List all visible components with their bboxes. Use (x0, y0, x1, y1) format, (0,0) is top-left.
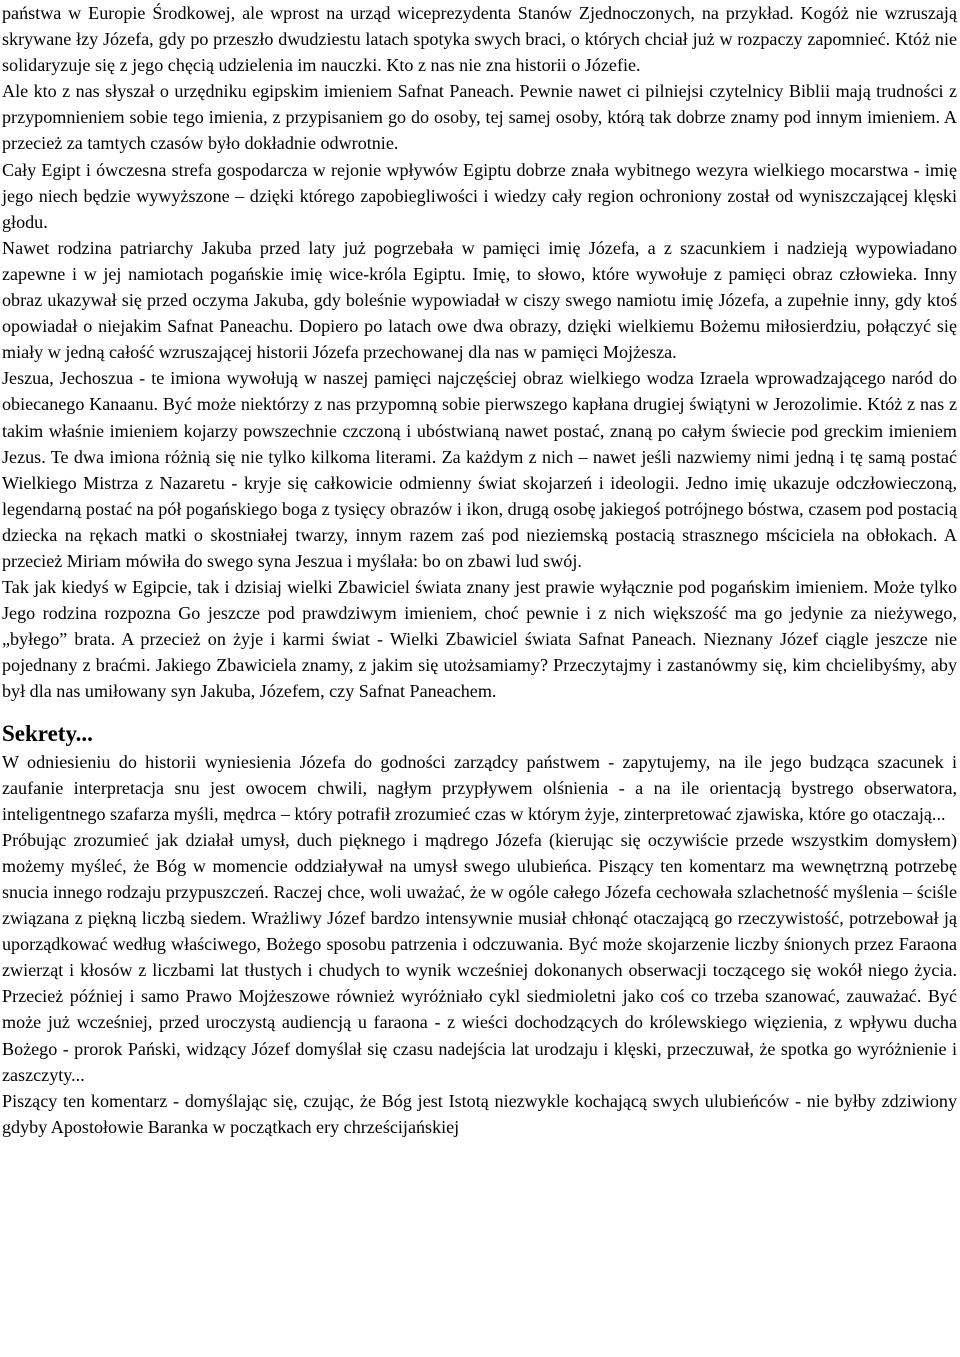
paragraph-7: W odniesieniu do historii wyniesienia Józefa do godności zarządcy państwem - zapytujemy, na ile jego budząca szacunek i zaufanie interpretacja snu jest owocem chwili, nagłym przypływem olśnienia - a na ile orientacją bystrego obserwatora, inteligentnego szafarza myśli, mędrca – który potrafił zrozumieć czas w którym żyje, zinterpretować zjawiska, które go otaczają... (2, 751, 957, 824)
section-heading: Sekrety... (2, 720, 93, 746)
paragraph-9: Piszący ten komentarz - domyślając się, czując, że Bóg jest Istotą niezwykle kochającą swych ulubieńców - nie byłby zdziwiony gdyby Apostołowie Baranka w początkach ery chrześcijańskiej (2, 1090, 957, 1137)
paragraph-4: Nawet rodzina patriarchy Jakuba przed laty już pogrzebała w pamięci imię Józefa, a z szacunkiem i nadzieją wypowiadano zapewne i w jej namiotach pogańskie imię wice-króla Egiptu. Imię, to słowo, które wywołuje z pamięci obraz człowieka. Inny obraz ukazywał się przed oczyma Jakuba, gdy boleśnie wypowiadał w ciszy swego namiotu imię Józefa, a zupełnie inny, gdy ktoś opowiadał o niejakim Safnat Paneachu. Dopiero po latach owe dwa obrazy, dzięki wielkiemu Bożemu miłosierdziu, połączyć się miały w jedną całość wzruszającej historii Józefa przechowanej dla nas w pamięci Mojżesza. (2, 237, 957, 363)
paragraph-3: Cały Egipt i ówczesna strefa gospodarcza w rejonie wpływów Egiptu dobrze znała wybitnego wezyra wielkiego mocarstwa - imię jego niech będzie wywyższone – dzięki którego zapobiegliwości i wiedzy cały region ochroniony został od wyniszczającej klęski głodu. (2, 159, 957, 232)
paragraph-1: państwa w Europie Środkowej, ale wprost na urząd wiceprezydenta Stanów Zjednoczonych, na przykład. Kogóż nie wzruszają skrywane łzy Józefa, gdy po przeszło dwudziestu latach spotyka swych braci, o których chciał już w rozpaczy zapomnieć. Któż nie solidaryzuje się z jego chęcią udzielenia im nauczki. Kto z nas nie zna historii o Józefie. (2, 3, 957, 76)
paragraph-8: Próbując zrozumieć jak działał umysł, duch pięknego i mądrego Józefa (kierując się oczywiście przede wszystkim domysłem) możemy myśleć, że Bóg w momencie oddziaływał na umysł swego ulubieńca. Piszący ten komentarz ma wewnętrzną potrzebę snucia innego rodzaju przypuszczeń. Raczej chce, woli uważać, że w ogóle całego Józefa cechowała szlachetność myślenia – ściśle związana z piękną liczbą siedem. Wrażliwy Józef bardzo intensywnie musiał chłonąć otaczającą go rzeczywistość, potrzebował ją uporządkować według właściwego, Bożego sposobu patrzenia i odczuwania. Być może skojarzenie liczby śnionych przez Faraona zwierząt i kłosów z liczbami lat tłustych i chudych to wynik wcześniej dokonanych obserwacji toczącego się wokół niego życia. Przecież później i samo Prawo Mojżeszowe również wyróżniało cykl siedmioletni jako coś co trzeba szanować, zauważać. Być może już wcześniej, przed uroczystą audiencją u faraona - z wieści dochodzących do królewskiego więzienia, z wpływu ducha Bożego - prorok Pański, widzący Józef domyślał się czasu nadejścia lat urodzaju i klęski, przeczuwał, że spotka go wyróżnienie i zaszczyty... (2, 829, 957, 1085)
paragraph-2: Ale kto z nas słyszał o urzędniku egipskim imieniem Safnat Paneach. Pewnie nawet ci pilniejsi czytelnicy Biblii mają trudności z przypomnieniem sobie tego imienia, z przypisaniem go do osoby, tej samej osoby, którą tak dobrze znamy pod innym imieniem. A przecież za tamtych czasów było dokładnie odwrotnie. (2, 81, 957, 154)
paragraph-5: Jeszua, Jechoszua - te imiona wywołują w naszej pamięci najczęściej obraz wielkiego wodza Izraela wprowadzającego naród do obiecanego Kanaanu. Być może niektórzy z nas przypomną sobie pierwszego kapłana drugiej świątyni w Jerozolimie. Któż z nas z takim właśnie imieniem kojarzy powszechnie czczoną i ubóstwianą nawet postać, znaną po całym świecie pod greckim imieniem Jezus. Te dwa imiona różnią się nie tylko kilkoma literami. Za każdym z nich – nawet jeśli nazwiemy nimi jedną i tę samą postać Wielkiego Mistrza z Nazaretu - kryje się całkowicie odmienny świat skojarzeń i ideologii. Jedno imię ukazuje odczłowieczoną, legendarną postać na pół pogańskiego boga z tysięcy obrazów i ikon, drugą osobę jakiegoś potrójnego bóstwa, czasem pod postacią dziecka na rękach matki o skostniałej twarzy, innym razem zaś pod nieziemską postacią strasznego mściciela na obłokach. A przecież Miriam mówiła do swego syna Jeszua i myślała: bo on zbawi lud swój. (2, 368, 957, 571)
paragraph-6: Tak jak kiedyś w Egipcie, tak i dzisiaj wielki Zbawiciel świata znany jest prawie wyłącznie pod pogańskim imieniem. Może tylko Jego rodzina rozpozna Go jeszcze pod prawdziwym imieniem, choć pewnie i z nich większość ma go jedynie za nieżywego, „byłego” brata. A przecież on żyje i karmi świat - Wielki Zbawiciel świata Safnat Paneach. Nieznany Józef ciągle jeszcze nie pojednany z braćmi. Jakiego Zbawiciela znamy, z jakim się utożsamiamy? Przeczytajmy i zastanówmy się, kim chcielibyśmy, aby był dla nas umiłowany syn Jakuba, Józefem, czy Safnat Paneachem. (2, 577, 957, 702)
